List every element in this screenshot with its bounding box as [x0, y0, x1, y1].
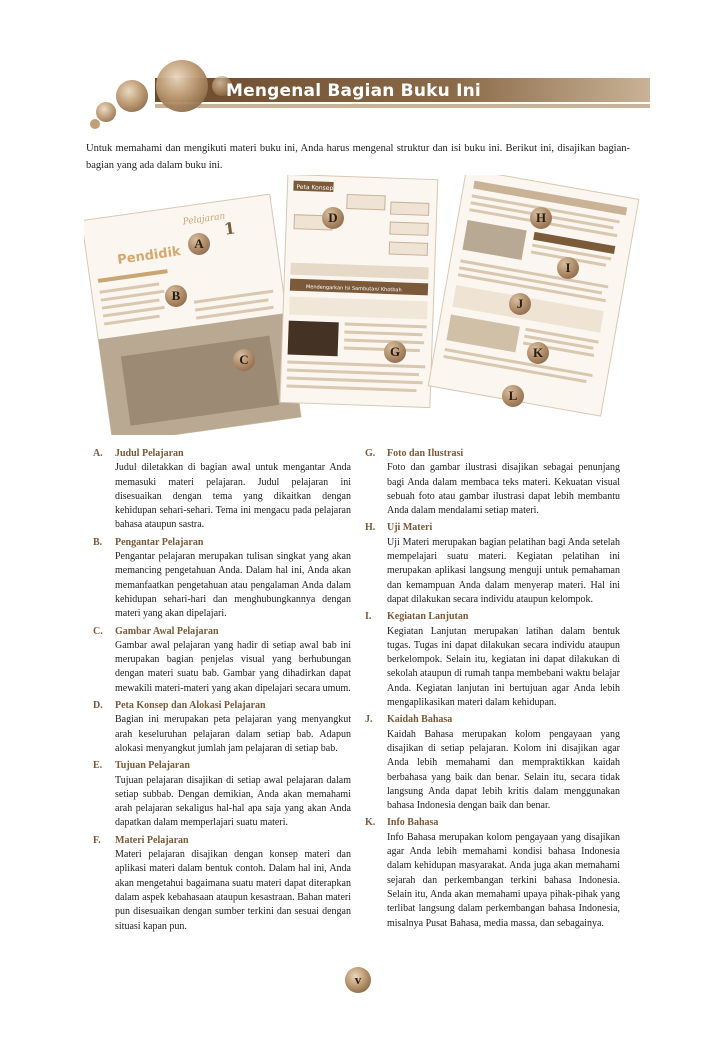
item-letter: H.: [365, 522, 376, 534]
item-letter: D.: [93, 700, 103, 712]
item-letter: I.: [365, 611, 372, 623]
item-text: Kegiatan Lanjutan merupakan latihan dalam bentuk tugas. Tugas ini dapat dilakukan secara individu ataupun berkelompok. Selain itu, kegiatan ini dapat dilakukan di sekolah ataupun di rumah tanpa membebani waktu belajar Anda. Kegiatan lanjutan ini bertujuan agar Anda lebih mengaplikasikan materi dalam kehidupan.: [387, 625, 620, 709]
list-item: [93, 699, 351, 756]
item-title: Tujuan Pelajaran: [115, 760, 190, 772]
item-text: Judul diletakkan di bagian awal untuk mengantar Anda memasuki materi pelajaran. Judul pelajaran ini disesuaikan dengan tema yang dikaitkan dengan kehidupan sehari-sehari. Tema ini mengacu pada pelajaran bahasa ataupun sastra.: [115, 462, 351, 531]
item-text: Uji Materi merupakan bagian pelatihan bagi Anda setelah mempelajari suatu materi. Kegiatan pelatihan ini merupakan aplikasi langsung menguji untuk pemahaman dan kemampuan Anda dalam menyerap materi. Hal ini dapat dilakukan secara individu ataupun kelompok.: [387, 536, 620, 605]
section-title: Mendengarkan Isi Sambutan/ Khotbah: [305, 284, 402, 294]
list-item: [365, 447, 620, 518]
item-title: Judul Pelajaran: [115, 448, 184, 459]
book-sample-figure: [84, 175, 644, 435]
list-item: [365, 610, 620, 710]
figure-marker-l: L: [502, 385, 524, 407]
list-item: [93, 759, 351, 830]
item-text: Bagian ini merupakan peta pelajaran yang menyangkut arah keseluruhan pelajaran dalam setiap bab. Adapun alokasi menyangkut jumlah jam pelajaran di setiap bab.: [115, 714, 351, 754]
item-title: Uji Materi: [387, 522, 433, 534]
item-letter: F.: [93, 834, 101, 846]
header-decoration: [0, 0, 728, 130]
item-text: Tujuan pelajaran disajikan di setiap awal pelajaran dalam setiap subbab. Dengan demikian, Anda akan memahami arah pelajaran sekaligus hal-hal apa saja yang akan Anda dapatkan dalam memperlajari suatu materi.: [115, 774, 351, 829]
map-title: Peta Konsep: [296, 183, 334, 193]
item-letter: C.: [93, 625, 103, 637]
item-letter: A.: [93, 448, 103, 459]
figure-marker-a: A: [188, 233, 210, 255]
list-item: [365, 521, 620, 607]
item-letter: J.: [365, 714, 373, 726]
item-title: Peta Konsep dan Alokasi Pelajaran: [115, 700, 266, 712]
left-column: [93, 447, 351, 937]
figure-marker-h: H: [530, 207, 552, 229]
figure-marker-b: B: [165, 285, 187, 307]
item-title: Gambar Awal Pelajaran: [115, 625, 219, 637]
item-letter: G.: [365, 448, 376, 459]
item-letter: E.: [93, 760, 103, 772]
item-title: Kegiatan Lanjutan: [387, 611, 469, 623]
item-letter: K.: [365, 817, 376, 829]
chapter-label: Pelajaran: [182, 211, 226, 228]
item-text: Materi pelajaran disajikan dengan konsep materi dan aplikasi materi dalam bentuk contoh. Dalam hal ini, Anda akan mengetahui bagaimana suatu materi dapat diterapkan dalam aspek kebahasaan ataupun kesastraan. Bahan materi pun disesuaikan dengan sumber terkini dan sesuai dengan situasi kapan pun.: [115, 849, 351, 932]
item-title: Pengantar Pelajaran: [115, 536, 204, 548]
item-letter: B.: [93, 536, 103, 548]
list-item: [93, 536, 351, 622]
figure-marker-d: D: [322, 207, 344, 229]
list-item: [93, 625, 351, 696]
list-item: [365, 816, 620, 930]
item-text: Kaidah Bahasa merupakan kolom pengayaan yang disajikan di setiap pelajaran. Kolom ini disajikan agar Anda lebih memahami dan mempraktikkan kaidah berbahasa yang baik dan benar. Selain itu, secara tidak langsung Anda dapat lebih kritis dalam menggunakan bahasa Indonesia dengan baik dan benar.: [387, 728, 620, 812]
list-item: [93, 447, 351, 533]
item-title: Kaidah Bahasa: [387, 714, 453, 726]
item-title: Materi Pelajaran: [115, 834, 189, 846]
right-column: [365, 447, 620, 934]
page-header: [0, 0, 728, 130]
item-text: Gambar awal pelajaran yang hadir di setiap awal bab ini merupakan bagian penjelas visual yang berhubungan dengan materi suatu bab. Gambar yang dihadirkan dapat mewakili materi-materi yang akan dipelajari secara umum.: [115, 639, 351, 694]
figure-marker-i: I: [557, 257, 579, 279]
sample-pages-illustration: [84, 175, 644, 435]
figure-marker-c: C: [233, 349, 255, 371]
figure-marker-g: G: [384, 341, 406, 363]
page-number-badge: [343, 965, 373, 995]
intro-paragraph: Untuk memahami dan mengikuti materi buku ini, Anda harus mengenal struktur dan isi buku ini. Berikut ini, disajikan bagian-bagian yang ada dalam buku ini.: [86, 143, 630, 171]
item-title: Info Bahasa: [387, 817, 439, 829]
item-text: Info Bahasa merupakan kolom pengayaan yang disajikan agar Anda lebih memahami kondisi bahasa Indonesia dalam kehidupan masyarakat. Anda juga akan memahami sejarah dan perkembangan terkini bahasa Indonesia. Selain itu, Anda akan memahami upaya pihak-pihak yang terlibat langsung dalam perkembangan bahasa Indonesia, misalnya Pusat Bahasa, media massa, dan sebagainya.: [387, 831, 620, 929]
item-text: Foto dan gambar ilustrasi disajikan sebagai penunjang bagi Anda dalam membaca teks materi. Kekuatan visual sebuah foto atau gambar ilustrasi dapat lebih membantu Anda dalam mendalami setiap materi.: [387, 462, 620, 517]
item-text: Pengantar pelajaran merupakan tulisan singkat yang akan memancing pengetahuan Anda. Dalam hal ini, Anda akan memanfaatkan pengetahuan atau pengalaman Anda dalam kehidupan sehari-hari dan menghubungkannya dengan materi yang akan dipelajari.: [115, 551, 351, 620]
list-item: [365, 713, 620, 813]
page-title: Mengenal Bagian Buku Ini: [226, 81, 481, 101]
chapter-number: 1: [222, 218, 237, 239]
figure-marker-k: K: [527, 342, 549, 364]
list-item: [93, 834, 351, 934]
item-title: Foto dan Ilustrasi: [387, 448, 464, 459]
figure-marker-j: J: [509, 293, 531, 315]
page-number: v: [354, 972, 362, 987]
chapter-title: Pendidik: [116, 244, 182, 268]
